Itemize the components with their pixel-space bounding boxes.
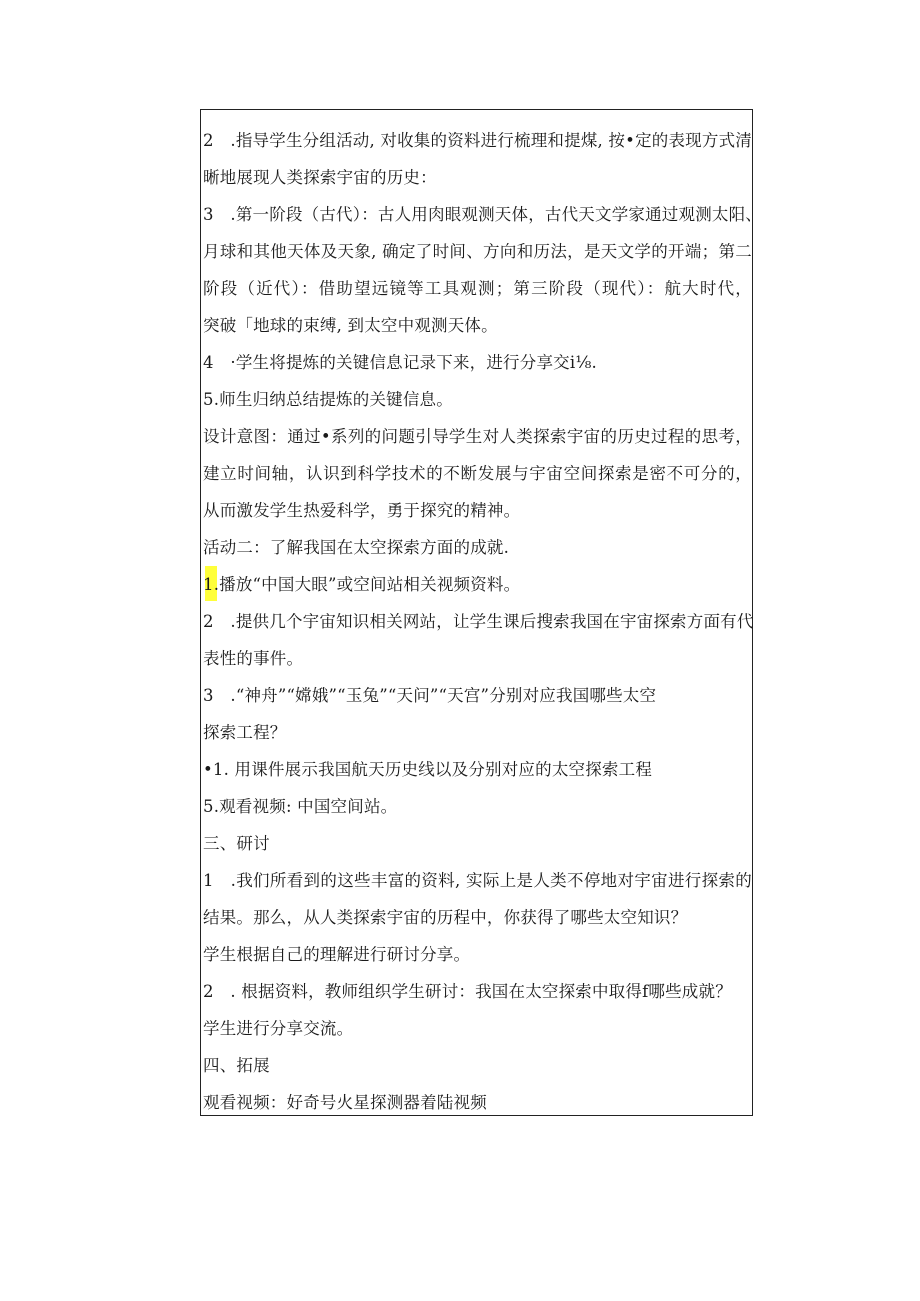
text-line-content: 从而激发学生热爱科学，勇于探究的精神。 bbox=[203, 501, 521, 520]
text-line-content: 4 ·学生将提炼的关键信息记录下来，进行分享交i⅛. bbox=[203, 353, 597, 372]
document-table-cell bbox=[200, 109, 762, 1116]
text-line bbox=[203, 455, 752, 492]
lesson-plan-text bbox=[203, 122, 762, 1121]
text-line-content: 三、研讨 bbox=[203, 834, 270, 853]
text-line-content: 结果。那么，从人类探索宇宙的历程中，你获得了哪些太空知识？ bbox=[203, 908, 688, 927]
text-line-content: 建立时间轴，认识到科学技术的不断发展与宇宙空间探索是密不可分的， bbox=[203, 464, 752, 483]
text-line bbox=[203, 936, 752, 973]
text-line bbox=[203, 566, 752, 603]
text-line-content: 探索工程？ bbox=[203, 723, 287, 742]
text-line-content: 设计意图：通过•系列的问题引导学生对人类探索宇宙的历史过程的思考， bbox=[203, 427, 752, 446]
text-line-content: 月球和其他天体及天象, 确定了时间、方向和历法，是天文学的开端；第二 bbox=[203, 242, 752, 261]
text-line bbox=[203, 714, 752, 751]
text-line-content: 1.播放“中国大眼”或空间站相关视频资料。 bbox=[203, 575, 521, 594]
text-line bbox=[203, 344, 752, 381]
text-line-content: 2 .提供几个宇宙知识相关网站，让学生课后搜索我国在宇宙探索方面有代 bbox=[203, 612, 754, 631]
text-line-content: 1 .我们所看到的这些丰富的资料, 实际上是人类不停地对宇宙进行探索的 bbox=[203, 871, 752, 890]
text-line-content: 3 .“神舟”“嫦娥”“玉兔”“天问”“天宫”分别对应我国哪些太空 bbox=[203, 686, 657, 705]
text-line-content: 晰地展现人类探索宇宙的历史： bbox=[203, 168, 437, 187]
text-line bbox=[203, 751, 752, 788]
text-line bbox=[203, 492, 752, 529]
text-line bbox=[203, 196, 762, 233]
text-line bbox=[203, 899, 752, 936]
text-line bbox=[203, 640, 752, 677]
text-line-content: 四、拓展 bbox=[203, 1056, 270, 1075]
text-line-content: 学生进行分享交流。 bbox=[203, 1019, 354, 1038]
text-line bbox=[203, 825, 752, 862]
text-line bbox=[203, 1010, 752, 1047]
text-line-content: 3 .第一阶段（古代）：古人用肉眼观测天体，古代天文学家通过观测太阳、 bbox=[203, 205, 762, 224]
text-line bbox=[203, 603, 752, 640]
text-line-content: 5.观看视频: 中国空间站。 bbox=[203, 797, 398, 816]
text-line-content: 2 .指导学生分组活动, 对收集的资料进行梳理和提煤, 按•定的表现方式清 bbox=[203, 131, 752, 150]
text-line-content: 阶段（近代）：借助望远镜等工具观测；第三阶段（现代）：航大时代， bbox=[203, 279, 752, 298]
text-line-content: •1. 用课件展示我国航天历史线以及分别对应的太空探索工程 bbox=[203, 760, 653, 779]
text-line bbox=[203, 1047, 752, 1084]
text-line-content: 2 . 根据资料，教师组织学生研讨：我国在太空探索中取得f哪些成就？ bbox=[203, 982, 732, 1001]
text-line bbox=[203, 233, 752, 270]
text-line-content: 观看视频：好奇号火星探测器着陆视频 bbox=[203, 1093, 487, 1112]
text-line bbox=[203, 973, 752, 1010]
text-line bbox=[203, 122, 752, 159]
text-line-content: 活动二：了解我国在太空探索方面的成就. bbox=[203, 538, 510, 557]
text-line bbox=[203, 381, 752, 418]
text-line bbox=[203, 418, 752, 455]
text-line-content: 5.师生归纳总结提炼的关键信息。 bbox=[203, 390, 453, 409]
text-line bbox=[203, 677, 752, 714]
text-line bbox=[203, 270, 752, 307]
text-line bbox=[203, 307, 752, 344]
text-line bbox=[203, 1084, 752, 1121]
text-line-content: 学生根据自己的理解进行研讨分享。 bbox=[203, 945, 471, 964]
text-line-content: 表性的事件。 bbox=[203, 649, 304, 668]
text-line-content: 突破「地球的束缚, 到太空中观测天体。 bbox=[203, 316, 498, 335]
text-line bbox=[203, 159, 752, 196]
text-line bbox=[203, 529, 752, 566]
text-line bbox=[203, 862, 752, 899]
text-line bbox=[203, 788, 752, 825]
